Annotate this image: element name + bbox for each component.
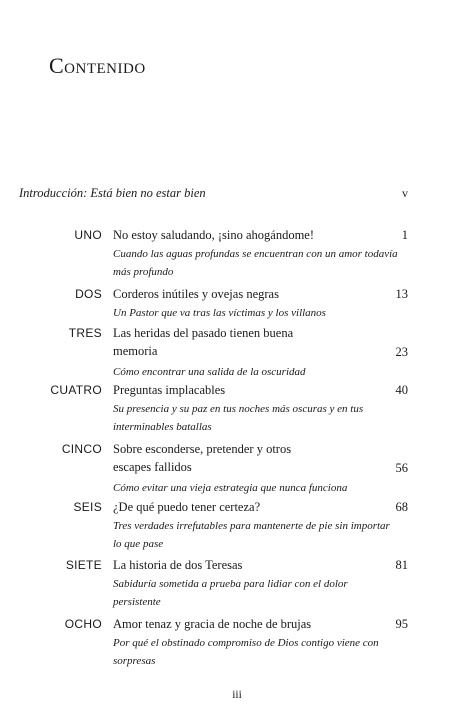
chapter-subtitle: Cómo encontrar una salida de la oscuridad <box>113 366 306 378</box>
chapter-page: 81 <box>395 558 408 572</box>
page-number: iii <box>232 689 242 701</box>
chapter-title: Las heridas del pasado tienen buena memoria <box>113 326 294 358</box>
chapter-title: La historia de dos Teresas <box>113 558 243 572</box>
chapter-page: 68 <box>395 500 408 514</box>
chapter-number: SEIS <box>73 500 102 514</box>
chapter-subtitle: Tres verdades irrefutables para mantenerte de pie sin importar lo que pase <box>113 520 390 550</box>
chapter-number: CINCO <box>61 442 102 456</box>
chapter-number: TRES <box>68 326 102 340</box>
chapter-page: 40 <box>395 383 408 397</box>
toc-entry-introduccion <box>19 186 408 206</box>
page-title: Contenido <box>49 53 146 78</box>
chapter-number: SIETE <box>65 558 102 572</box>
chapter-subtitle: Sabiduría sometida a prueba para lidiar con el dolor persistente <box>113 578 348 608</box>
chapter-number: CUATRO <box>50 383 102 397</box>
chapter-page: 56 <box>395 461 408 475</box>
chapter-page: 23 <box>395 345 408 359</box>
chapter-subtitle: Su presencia y su paz en tus noches más oscuras y en tus interminables batallas <box>113 403 364 433</box>
chapter-subtitle: Cómo evitar una vieja estrategia que nunca funciona <box>113 482 348 494</box>
chapter-number: UNO <box>74 228 102 242</box>
chapter-page: 95 <box>395 617 408 631</box>
chapter-page: 1 <box>401 228 408 242</box>
toc-entry-title: Introducción: Está bien no estar bien <box>19 186 206 200</box>
chapter-number: DOS <box>75 287 102 301</box>
chapter-page: 13 <box>395 287 408 301</box>
chapter-title: Amor tenaz y gracia de noche de brujas <box>113 617 312 631</box>
chapter-title: Sobre esconderse, pretender y otros escapes fallidos <box>113 442 292 474</box>
chapter-title: Corderos inútiles y ovejas negras <box>113 287 279 301</box>
chapter-title: Preguntas implacables <box>113 383 226 397</box>
chapter-title: ¿De qué puedo tener certeza? <box>113 500 261 514</box>
toc-entry-page: v <box>402 186 408 200</box>
chapter-title: No estoy saludando, ¡sino ahogándome! <box>113 228 315 242</box>
chapter-number: OCHO <box>64 617 102 631</box>
chapter-subtitle: Por qué el obstinado compromiso de Dios contigo viene con sorpresas <box>113 637 379 667</box>
chapter-subtitle: Un Pastor que va tras las víctimas y los villanos <box>113 307 326 319</box>
chapter-subtitle: Cuando las aguas profundas se encuentran con un amor todavía más profundo <box>113 248 398 278</box>
